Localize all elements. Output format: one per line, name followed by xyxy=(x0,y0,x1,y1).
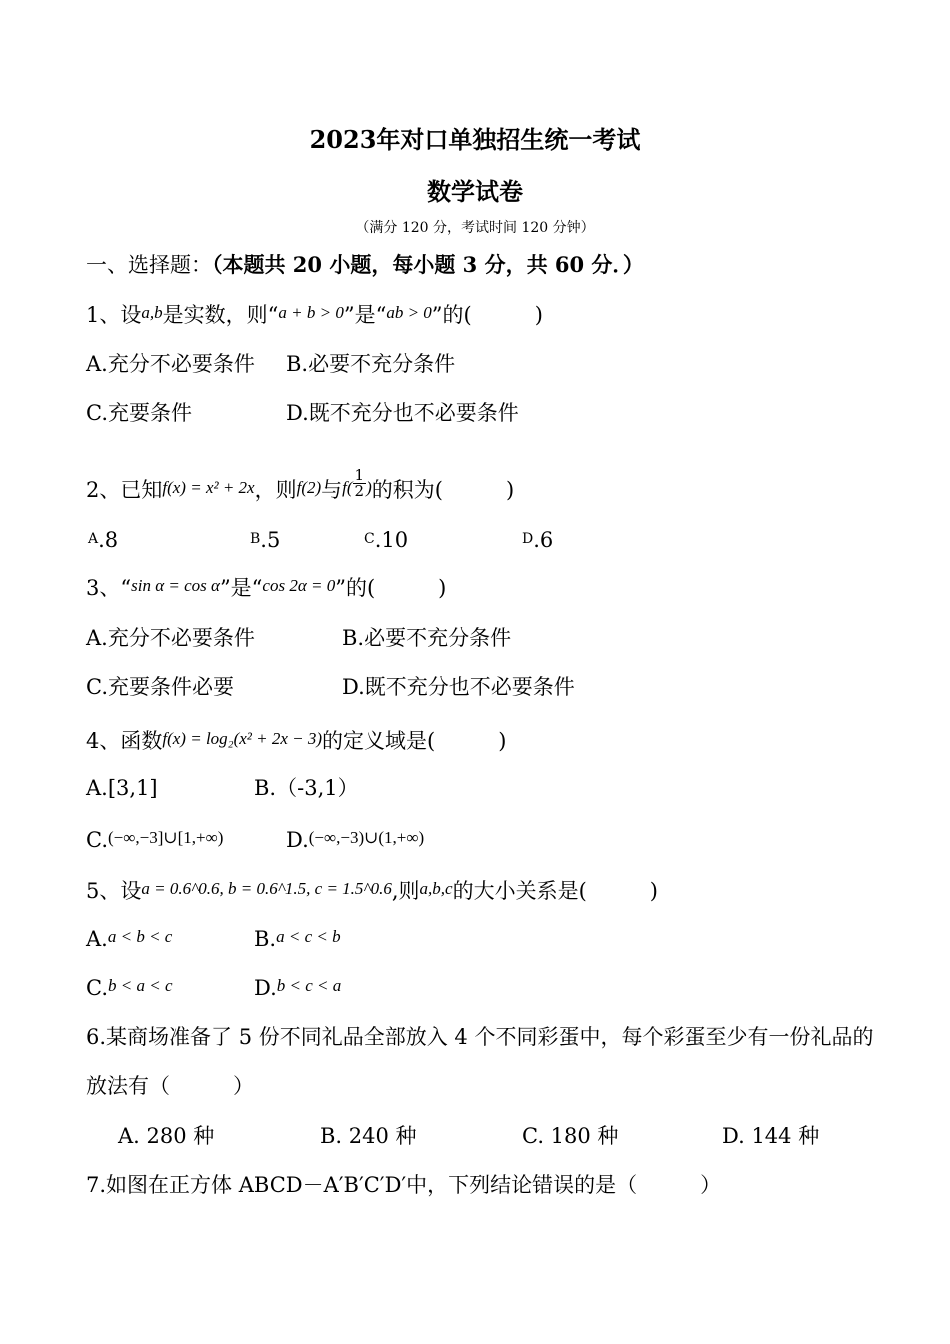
q3-cond1: sin α = cos α xyxy=(131,576,220,595)
q3-pre: 3、“ xyxy=(86,576,132,600)
q2-option-b-label: B xyxy=(250,531,261,547)
q2-option-d-label: D xyxy=(522,531,534,547)
q3-option-b: B.必要不充分条件 xyxy=(342,626,512,650)
q1-option-c: C.充要条件 xyxy=(86,401,192,425)
q3-mid: ”是“ xyxy=(219,576,263,600)
q1-option-d: D.既不充分也不必要条件 xyxy=(286,401,519,425)
q5-option-b-value: a < c < b xyxy=(276,927,341,946)
q2-pre: 2、已知 xyxy=(86,478,163,502)
q2-func: f(x) = x² + 2x xyxy=(162,478,255,497)
q2-option-a-value: .8 xyxy=(98,528,119,552)
question-1 xyxy=(86,301,543,331)
q5-option-c-value: b < a < c xyxy=(108,976,173,995)
q5-pre: 5、设 xyxy=(86,879,142,903)
q5-option-d xyxy=(254,974,341,1004)
q2-option-a xyxy=(88,526,118,557)
q2-option-b xyxy=(250,526,280,557)
q3-option-d: D.既不充分也不必要条件 xyxy=(342,675,575,699)
q6-option-d: D. 144 种 xyxy=(722,1124,820,1148)
q2-option-c xyxy=(364,526,408,557)
q1-cond2: ab > 0 xyxy=(386,303,432,322)
question-2 xyxy=(86,466,515,507)
q5-vars: a,b,c xyxy=(419,879,453,898)
q2-post: 的积为( ) xyxy=(371,478,515,502)
q2-fraction-den: 2 xyxy=(354,482,365,500)
q5-defs: a = 0.6^0.6, b = 0.6^1.5, c = 1.5^0.6 xyxy=(141,879,392,898)
q1-mid: 是实数，则“ xyxy=(162,303,279,327)
q2-option-d-value: .6 xyxy=(533,528,554,552)
q6-option-a: A. 280 种 xyxy=(118,1124,215,1148)
q2-option-b-value: .5 xyxy=(260,528,281,552)
q4-option-b-label: B. xyxy=(254,776,277,800)
q5-option-c-label: C. xyxy=(86,976,108,1000)
question-4 xyxy=(86,727,506,757)
q4-option-c-label: C. xyxy=(86,828,108,852)
q2-option-c-value: .10 xyxy=(374,528,409,552)
question-6-line-2: 放法有（ ） xyxy=(86,1074,254,1098)
q4-option-c-value: (−∞,−3]∪[1,+∞) xyxy=(108,828,224,847)
q2-fraction xyxy=(353,468,367,499)
q2-option-d xyxy=(522,526,553,557)
q5-mid: ,则 xyxy=(391,879,420,903)
q4-option-a-value: [3,1] xyxy=(107,776,158,800)
q4-option-d xyxy=(286,826,424,856)
q1-mid2: ”是“ xyxy=(343,303,387,327)
q3-option-c: C.充要条件必要 xyxy=(86,675,234,699)
q5-option-a-value: a < b < c xyxy=(107,927,173,946)
section-prefix: 一、选择题： xyxy=(86,253,212,277)
question-6-line-1: 6.某商场准备了 5 份不同礼品全部放入 4 个不同彩蛋中，每个彩蛋至少有一份礼品的 xyxy=(86,1025,874,1049)
q4-func: f(x) = log₂(x² + 2x − 3) xyxy=(162,729,323,748)
q2-f2: f(2) xyxy=(296,478,322,497)
q5-option-a-label: A. xyxy=(86,927,108,951)
question-7: 7.如图在正方体 ABCD－A′B′C′D′中，下列结论错误的是（ ） xyxy=(86,1173,722,1197)
question-5 xyxy=(86,877,658,907)
q4-option-c xyxy=(86,826,223,856)
q1-option-b: B.必要不充分条件 xyxy=(286,352,456,376)
q1-pre: 1、设 xyxy=(86,303,142,327)
q2-fhalf-post: ) xyxy=(366,478,372,497)
q5-option-b xyxy=(254,925,341,955)
q6-option-b: B. 240 种 xyxy=(320,1124,417,1148)
q2-fraction-num: 1 xyxy=(354,466,365,484)
q4-option-a-label: A. xyxy=(86,776,108,800)
q6-option-c: C. 180 种 xyxy=(522,1124,619,1148)
q5-option-a xyxy=(86,925,172,955)
exam-note: （满分 120 分，考试时间 120 分钟） xyxy=(355,220,595,236)
question-3 xyxy=(86,574,446,604)
section-heading xyxy=(86,251,644,279)
q4-option-b-value: （-3,1） xyxy=(276,776,359,800)
q2-mid2: 与 xyxy=(321,478,343,502)
q4-option-a xyxy=(86,774,158,802)
q1-vars: a,b xyxy=(141,303,163,322)
q2-mid: ，则 xyxy=(254,478,297,502)
section-detail: （本题共 20 小题，每小题 3 分，共 60 分．） xyxy=(212,252,644,277)
q5-option-b-label: B. xyxy=(254,927,277,951)
q5-option-c xyxy=(86,974,173,1004)
q1-option-a: A.充分不必要条件 xyxy=(86,352,255,376)
q5-option-d-label: D. xyxy=(254,976,277,1000)
q4-option-d-value: (−∞,−3)∪(1,+∞) xyxy=(308,828,425,847)
q4-option-d-label: D. xyxy=(286,828,309,852)
q4-pre: 4、函数 xyxy=(86,729,163,753)
q4-post: 的定义域是( ) xyxy=(322,729,507,753)
q2-option-c-label: C xyxy=(364,531,375,547)
q2-option-a-label: A xyxy=(88,531,99,547)
q5-post: 的大小关系是( ) xyxy=(452,879,658,903)
q4-option-b xyxy=(254,774,359,802)
q3-post: ”的( ) xyxy=(335,576,447,600)
q3-option-a: A.充分不必要条件 xyxy=(86,626,255,650)
page-title: 2023年对口单独招生统一考试 xyxy=(309,125,641,154)
page-subtitle: 数学试卷 xyxy=(427,177,523,206)
q1-cond1: a + b > 0 xyxy=(278,303,344,322)
q2-fhalf-pre: f( xyxy=(342,478,353,497)
q1-post: ”的( ) xyxy=(431,303,543,327)
q3-cond2: cos 2α = 0 xyxy=(262,576,336,595)
q5-option-d-value: b < c < a xyxy=(276,976,342,995)
